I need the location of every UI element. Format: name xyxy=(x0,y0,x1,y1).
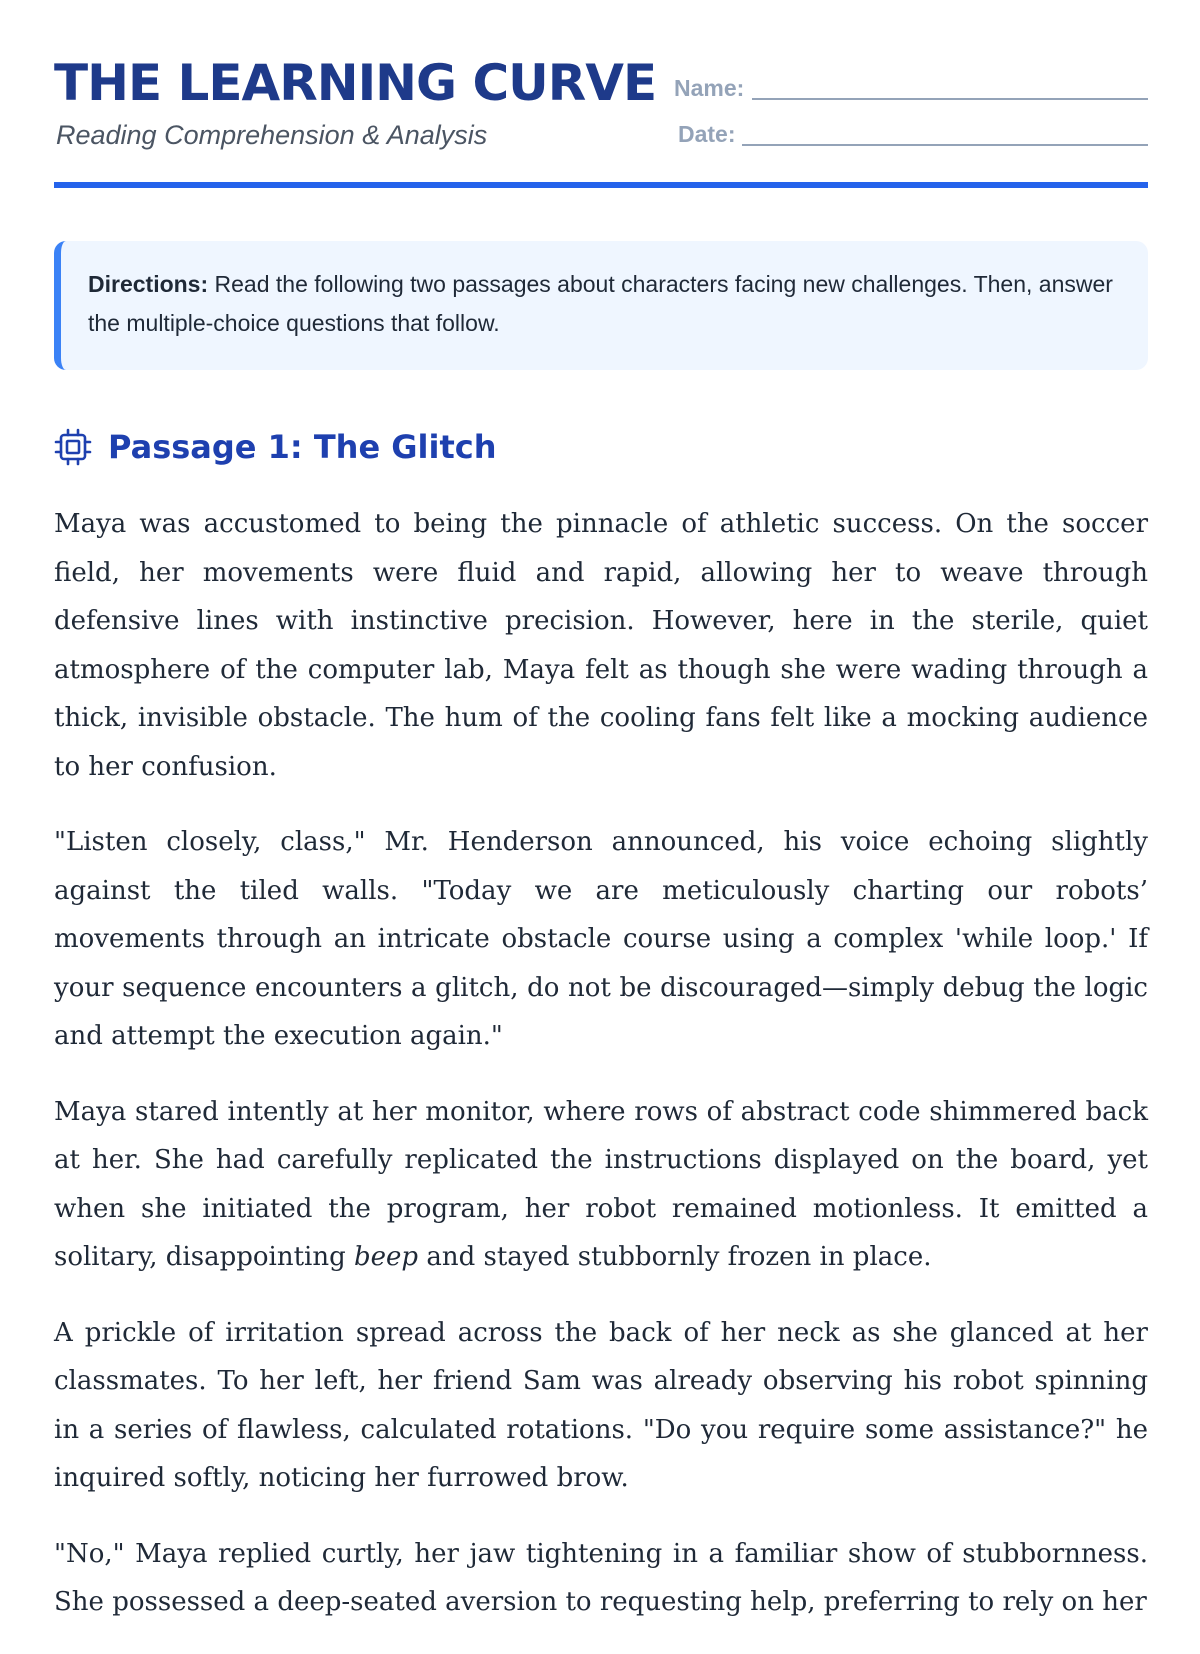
date-label: Date: xyxy=(678,121,736,147)
name-label: Name: xyxy=(674,75,745,101)
worksheet-subtitle: Reading Comprehension & Analysis xyxy=(56,120,488,150)
date-line[interactable] xyxy=(742,144,1148,146)
passage-heading xyxy=(54,425,754,469)
directions-box xyxy=(54,241,1148,370)
paragraph-1: Maya was accustomed to being the pinnacle of athletic success. On the soccer field, her movements were fluid and rapid, allowing her to weave through defensive lines with instinctive precision. However, here in the sterile, quiet atmosphere of the computer lab, Maya felt as though she were wading through a thick, invisible obstacle. The hum of the cooling fans felt like a mocking audience to her confusion. xyxy=(54,509,1148,782)
date-field[interactable] xyxy=(678,118,1148,150)
name-field[interactable] xyxy=(674,72,1148,104)
paragraph-3-end: and stayed stubbornly frozen in place. xyxy=(418,1242,932,1272)
name-line[interactable] xyxy=(752,98,1148,100)
directions-label: Directions: xyxy=(88,271,209,297)
paragraph-3-start: Maya stared intently at her monitor, where rows of abstract code shimmered back at her. She had carefully replicated the instructions displayed on the board, yet when she initiated the program, her robot remained motionless. It emitted a solitary, disappointing xyxy=(54,1096,1148,1272)
worksheet-header xyxy=(54,52,1148,188)
paragraph-3 xyxy=(54,1088,1148,1282)
directions-text: Read the following two passages about characters facing new challenges. Then, answer the multiple-choice questions that follow. xyxy=(88,271,1113,336)
passage-body xyxy=(54,500,1148,1654)
paragraph-5: "No," Maya replied curtly, her jaw tightening in a familiar show of stubbornness. She possessed a deep-seated aversion to requesting help, preferring to rely on her xyxy=(54,1538,1148,1617)
emphasized-word: beep xyxy=(354,1242,419,1272)
paragraph-2: "Listen closely, class," Mr. Henderson announced, his voice echoing slightly against the tiled walls. "Today we are meticulously charting our robots’ movements through an intricate obstacle course using a complex 'while loop.' If your sequence encounters a glitch, do not be discouraged—simply debug the logic and attempt the execution again." xyxy=(54,827,1148,1051)
worksheet-title: THE LEARNING CURVE xyxy=(54,54,657,112)
chip-icon xyxy=(54,428,92,466)
passage-title: Passage 1: The Glitch xyxy=(108,428,497,466)
paragraph-4: A prickle of irritation spread across the back of her neck as she glanced at her classmates. To her left, her friend Sam was already observing his robot spinning in a series of flawless, calculated rotations. "Do you require some assistance?" he inquired softly, noticing her furrowed brow. xyxy=(54,1317,1148,1493)
